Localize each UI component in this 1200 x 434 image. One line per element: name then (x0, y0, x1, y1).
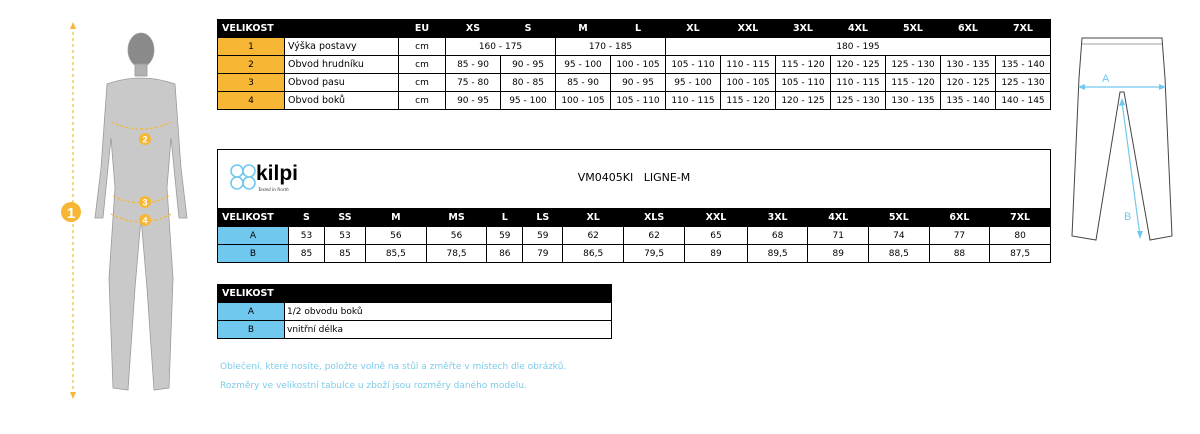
value-cell: 100 - 105 (611, 56, 666, 74)
svg-text:2: 2 (142, 134, 148, 145)
header-cell: L (611, 20, 666, 38)
row-label: A (218, 303, 285, 321)
header-cell: VELIKOST (218, 20, 399, 38)
value-cell: 105 - 110 (611, 92, 666, 110)
row-number: 3 (218, 74, 285, 92)
marker-2 (139, 133, 151, 145)
value-cell: 79 (523, 245, 563, 263)
svg-text:4: 4 (142, 215, 148, 226)
header-cell: XXL (721, 20, 776, 38)
header-cell: S (289, 209, 325, 227)
value-cell: 62 (624, 227, 685, 245)
header-cell: 6XL (941, 20, 996, 38)
row-number: 1 (218, 38, 285, 56)
table-row (218, 56, 1051, 74)
value-cell: 115 - 120 (721, 92, 776, 110)
value-cell: 90 - 95 (446, 92, 501, 110)
value-cell: 125 - 130 (886, 56, 941, 74)
value-cell: 100 - 105 (556, 92, 611, 110)
table-row (218, 92, 1051, 110)
unit-cell: cm (399, 92, 446, 110)
header-cell: 5XL (868, 209, 929, 227)
model-table-header (218, 209, 1051, 227)
header-cell: XS (446, 20, 501, 38)
value-cell: 130 - 135 (941, 56, 996, 74)
value-cell: 86 (487, 245, 523, 263)
size-table-header (218, 20, 1051, 38)
unit-cell: cm (399, 38, 446, 56)
marker-1 (61, 202, 81, 222)
value-cell: 88,5 (868, 245, 929, 263)
value-cell: 80 (990, 227, 1051, 245)
value-cell: 85,5 (366, 245, 427, 263)
header-cell: XL (666, 20, 721, 38)
value-cell: 79,5 (624, 245, 685, 263)
header-cell: XLS (624, 209, 685, 227)
value-cell: 90 - 95 (501, 56, 556, 74)
value-cell: 77 (929, 227, 990, 245)
value-cell: 125 - 130 (996, 74, 1051, 92)
model-title: VM0405KI LIGNE-M (577, 171, 691, 184)
value-cell: 53 (324, 227, 365, 245)
value-cell: 100 - 105 (721, 74, 776, 92)
model-table (217, 208, 1051, 263)
value-cell: 59 (487, 227, 523, 245)
value-cell: 59 (523, 227, 563, 245)
row-label: Obvod hrudníku (285, 56, 399, 74)
value-cell: 89 (685, 245, 748, 263)
value-cell: 110 - 115 (831, 74, 886, 92)
legend-text: 1/2 obvodu boků (285, 303, 612, 321)
model-header (217, 149, 1051, 209)
value-cell: 65 (685, 227, 748, 245)
svg-text:3: 3 (142, 197, 148, 208)
table-row (218, 38, 1051, 56)
header-cell: VELIKOST (218, 209, 289, 227)
value-cell: 120 - 125 (831, 56, 886, 74)
value-cell: 160 - 175 (446, 38, 556, 56)
value-cell: 120 - 125 (941, 74, 996, 92)
header-cell: S (501, 20, 556, 38)
instruction-note: Rozměry ve velikostní tabulce u zboží jsou rozměry daného modelu. (220, 381, 527, 391)
unit-cell: cm (399, 56, 446, 74)
table-row (218, 245, 1051, 263)
instruction-note: Oblečení, které nosíte, položte volně na stůl a změřte v místech dle obrázků. (220, 362, 567, 372)
row-label: B (218, 245, 289, 263)
size-table (217, 19, 1051, 110)
value-cell: 85 - 90 (446, 56, 501, 74)
value-cell: 85 (289, 245, 325, 263)
value-cell: 115 - 120 (776, 56, 831, 74)
pants-diagram (1068, 32, 1176, 248)
unit-cell: cm (399, 74, 446, 92)
value-cell: 62 (563, 227, 624, 245)
row-label: B (218, 321, 285, 339)
header-cell: XL (563, 209, 624, 227)
value-cell: 78,5 (426, 245, 487, 263)
table-row (218, 74, 1051, 92)
value-cell: 95 - 100 (556, 56, 611, 74)
header-cell: M (366, 209, 427, 227)
legend-header (218, 285, 612, 303)
value-cell: 89,5 (747, 245, 808, 263)
value-cell: 88 (929, 245, 990, 263)
value-cell: 125 - 130 (831, 92, 886, 110)
header-cell: XXL (685, 209, 748, 227)
marker-3 (139, 196, 151, 208)
value-cell: 85 (324, 245, 365, 263)
table-row (218, 227, 1051, 245)
header-cell: 5XL (886, 20, 941, 38)
value-cell: 90 - 95 (611, 74, 666, 92)
value-cell: 120 - 125 (776, 92, 831, 110)
value-cell: 71 (808, 227, 869, 245)
value-cell: 56 (366, 227, 427, 245)
value-cell: 180 - 195 (666, 38, 1051, 56)
value-cell: 130 - 135 (886, 92, 941, 110)
value-cell: 74 (868, 227, 929, 245)
row-number: 2 (218, 56, 285, 74)
value-cell: 56 (426, 227, 487, 245)
header-cell: 4XL (808, 209, 869, 227)
row-number: 4 (218, 92, 285, 110)
table-row (218, 303, 612, 321)
value-cell: 75 - 80 (446, 74, 501, 92)
header-cell: MS (426, 209, 487, 227)
brand-tagline: Tested in North (258, 188, 289, 193)
value-cell: 110 - 115 (721, 56, 776, 74)
value-cell: 85 - 90 (556, 74, 611, 92)
marker-4 (139, 214, 151, 226)
header-cell: SS (324, 209, 365, 227)
legend-text: vnitřní délka (285, 321, 612, 339)
header-cell: 7XL (996, 20, 1051, 38)
header-cell: VELIKOST (218, 285, 612, 303)
brand-name: kilpi (256, 162, 299, 185)
value-cell: 86,5 (563, 245, 624, 263)
row-label: Obvod pasu (285, 74, 399, 92)
table-row (218, 321, 612, 339)
header-cell: 6XL (929, 209, 990, 227)
legend-table (217, 284, 612, 339)
value-cell: 170 - 185 (556, 38, 666, 56)
value-cell: 87,5 (990, 245, 1051, 263)
row-label: A (218, 227, 289, 245)
row-label: Výška postavy (285, 38, 399, 56)
value-cell: 95 - 100 (501, 92, 556, 110)
header-cell: 7XL (990, 209, 1051, 227)
header-cell: EU (399, 20, 446, 38)
value-cell: 135 - 140 (996, 56, 1051, 74)
value-cell: 95 - 100 (666, 74, 721, 92)
header-cell: 3XL (747, 209, 808, 227)
value-cell: 105 - 110 (776, 74, 831, 92)
value-cell: 135 - 140 (941, 92, 996, 110)
header-cell: 3XL (776, 20, 831, 38)
value-cell: 115 - 120 (886, 74, 941, 92)
header-cell: LS (523, 209, 563, 227)
value-cell: 68 (747, 227, 808, 245)
value-cell: 89 (808, 245, 869, 263)
header-cell: 4XL (831, 20, 886, 38)
value-cell: 140 - 145 (996, 92, 1051, 110)
label-b: B (1124, 211, 1132, 223)
label-a: A (1102, 73, 1110, 85)
value-cell: 53 (289, 227, 325, 245)
value-cell: 105 - 110 (666, 56, 721, 74)
header-cell: L (487, 209, 523, 227)
body-measurement-figure (55, 18, 205, 407)
value-cell: 80 - 85 (501, 74, 556, 92)
header-cell: M (556, 20, 611, 38)
row-label: Obvod boků (285, 92, 399, 110)
value-cell: 110 - 115 (666, 92, 721, 110)
svg-text:1: 1 (66, 205, 76, 222)
